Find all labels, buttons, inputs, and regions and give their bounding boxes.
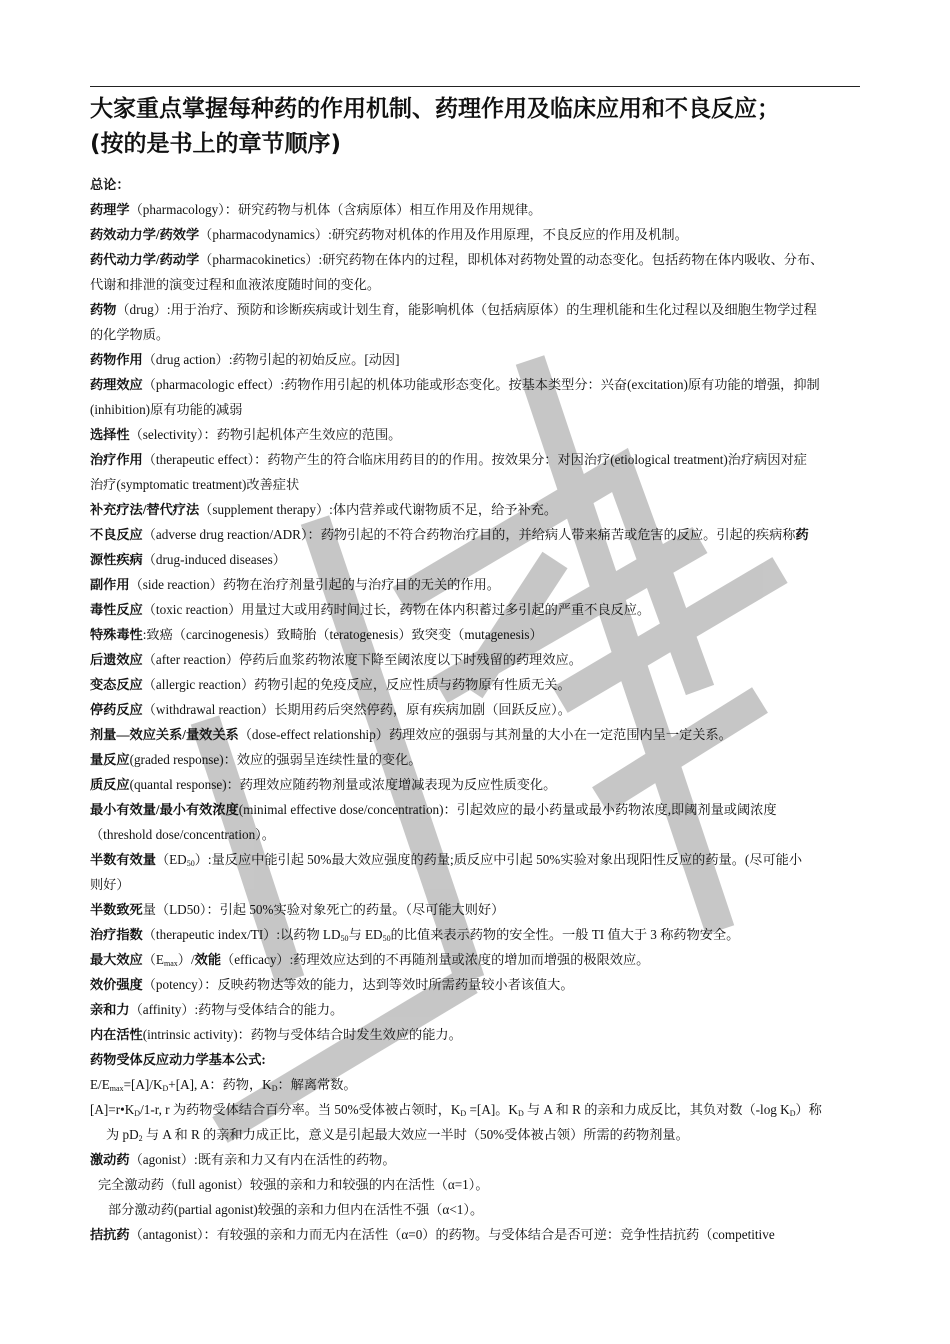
definition-text: （therapeutic index/TI）:以药物 LD: [142, 927, 341, 942]
definition-text: （adverse drug reaction/ADR）：药物引起的不符合药物治疗目的，并给病人带来痛苦或危害的反应。引起的疾病称: [142, 527, 796, 542]
definition-allergic-reaction: [90, 672, 860, 697]
formula-line-3: [90, 1122, 860, 1147]
definition-drug-action: [90, 347, 860, 372]
definition-text: 与 ED: [348, 927, 383, 942]
definition-text: (graded response)：效应的强弱呈连续性量的变化。: [129, 752, 422, 767]
definition-text: （drug action）:药物引起的初始反应。[动因]: [142, 352, 400, 367]
definition-text: (quantal response)：药理效应随药物剂量或浓度增减表现为反应性质变化。: [129, 777, 557, 792]
definition-potency: [90, 972, 860, 997]
term: 选择性: [90, 427, 130, 442]
definition-minimal-effective: [90, 797, 860, 822]
definition-continuation: [90, 547, 860, 572]
subscript: D: [789, 1109, 796, 1118]
formula-text: ：解离常数。: [277, 1077, 357, 1092]
definition-text: （antagonist）：有较强的亲和力而无内在活性（α=0）的药物。与受体结合是否可逆：竞争性拮抗药（competitive: [129, 1227, 775, 1242]
definition-pharmacodynamics: [90, 222, 860, 247]
title-line-2: (按的是书上的章节顺序): [90, 131, 342, 157]
definition-selectivity: [90, 422, 860, 447]
definition-intrinsic-activity: [90, 1022, 860, 1047]
formula-text: 与 A 和 R 的亲和力成正比，意义是引起最大效应一半时（50%受体被占领）所需的药物剂量。: [142, 1127, 689, 1142]
definition-withdrawal-reaction: [90, 697, 860, 722]
subscript: 2: [138, 1134, 143, 1143]
term: 药效动力学/药效学: [90, 227, 200, 242]
definition-ed50: [90, 847, 860, 872]
subscript: 50: [382, 934, 391, 943]
subscript: max: [164, 959, 178, 968]
definition-text: (intrinsic activity)：药物与受体结合时发生效应的能力。: [142, 1027, 462, 1042]
definition-text: （therapeutic effect）：药物产生的符合临床用药目的的作用。按效果分：对因治疗(etiological treatment)治疗病因对症: [142, 452, 807, 467]
term: 量反应: [90, 752, 130, 767]
definition-text: （potency）：反映药物达等效的能力，达到等效时所需药量较小者该值大。: [142, 977, 574, 992]
definition-text: （affinity）:药物与受体结合的能力。: [129, 1002, 344, 1017]
title-line-1: 大家重点掌握每种药的作用机制、药理作用及临床应用和不良反应；: [90, 96, 780, 122]
term: 停药反应: [90, 702, 143, 717]
term: 补充疗法/替代疗法: [90, 502, 200, 517]
term: 内在活性: [90, 1027, 143, 1042]
definition-graded-response: [90, 747, 860, 772]
formula-heading: 药物受体反应动力学基本公式:: [90, 1052, 266, 1067]
term: 源性疾病: [90, 552, 143, 567]
term: 药理学: [90, 202, 130, 217]
formula-text: 与 A 和 R 的亲和力成反比，其负对数（-log K: [523, 1102, 790, 1117]
term: 药: [795, 527, 809, 542]
definition-text: （allergic reaction）药物引起的免疫反应，反应性质与药物原有性质无关。: [142, 677, 571, 692]
partial-agonist-line: 部分激动药(partial agonist)较强的亲和力但内在活性不强（α<1）。: [108, 1202, 484, 1217]
formula-text: /1-r, r 为药物受体结合百分率。当 50%受体被占领时，K: [140, 1102, 461, 1117]
section-heading: 总论：: [90, 177, 130, 192]
definition-text: 量（LD50）：引起 50%实验对象死亡的药量。（尽可能大则好）: [142, 902, 505, 917]
term: 拮抗药: [90, 1227, 130, 1242]
formula-text: 为 pD: [106, 1127, 139, 1142]
definition-text: ）:量反应中能引起 50%最大效应强度的药量;质反应中引起 50%实验对象出现阳性反应的药量。(尽可能小: [194, 852, 803, 867]
definition-text: （drug）:用于治疗、预防和诊断疾病或计划生育，能影响机体（包括病原体）的生理机能和生化过程以及细胞生物学过程: [116, 302, 817, 317]
term: 后遗效应: [90, 652, 143, 667]
definition-text: （E: [142, 952, 164, 967]
subscript: D: [134, 1109, 141, 1118]
formula-line-2: [90, 1097, 860, 1122]
subscript: 50: [186, 859, 195, 868]
definition-supplement-therapy: [90, 497, 860, 522]
formula-text: =[A]。K: [466, 1102, 518, 1117]
definition-text: （pharmacologic effect）:药物作用引起的机体功能或形态变化。按基本类型分：兴奋(excitation)原有功能的增强，抑制: [142, 377, 820, 392]
definition-continuation: 则好）: [90, 877, 130, 892]
definition-text: （ED: [155, 852, 187, 867]
definition-text: （side reaction）药物在治疗剂量引起的与治疗目的无关的作用。: [129, 577, 500, 592]
formula-text: [A]=r•K: [90, 1102, 135, 1117]
formula-text: E/E: [90, 1077, 110, 1092]
term: 毒性反应: [90, 602, 143, 617]
definition-after-reaction: [90, 647, 860, 672]
definition-antagonist: [90, 1222, 860, 1247]
term: 治疗作用: [90, 452, 143, 467]
term: 最大效应: [90, 952, 143, 967]
term: 不良反应: [90, 527, 143, 542]
definition-continuation: (inhibition)原有功能的减弱: [90, 402, 243, 417]
term: 副作用: [90, 577, 130, 592]
subscript: D: [517, 1109, 524, 1118]
document-body: [90, 172, 860, 1247]
definition-therapeutic-index: [90, 922, 860, 947]
definition-pharmacokinetics: [90, 247, 860, 272]
subscript: D: [162, 1084, 169, 1093]
term: 药物: [90, 302, 117, 317]
term: 质反应: [90, 777, 130, 792]
definition-adr: [90, 522, 860, 547]
term: 激动药: [90, 1152, 130, 1167]
term: 特殊毒性: [90, 627, 143, 642]
definition-text: （pharmacology）：研究药物与机体（含病原体）相互作用及作用规律。: [129, 202, 542, 217]
definition-pharmacologic-effect: [90, 372, 860, 397]
definition-continuation: 的化学物质。: [90, 327, 170, 342]
definition-affinity: [90, 997, 860, 1022]
definition-text: (minimal effective dose/concentration)：引起效应的最小药量或最小药物浓度,即阈剂量或阈浓度: [238, 802, 777, 817]
definition-text: （pharmacokinetics）:研究药物在体内的过程，即机体对药物处置的动态变化。包括药物在体内吸收、分布、: [199, 252, 824, 267]
definition-side-reaction: [90, 572, 860, 597]
definition-dose-effect: [90, 722, 860, 747]
definition-agonist: [90, 1147, 860, 1172]
subscript: max: [109, 1084, 124, 1093]
definition-drug: [90, 297, 860, 322]
definition-continuation: （threshold dose/concentration）。: [90, 827, 275, 842]
term: 药代动力学/药动学: [90, 252, 200, 267]
term: 亲和力: [90, 1002, 130, 1017]
definition-text: （withdrawal reaction）长期用药后突然停药，原有疾病加剧（回跃反应）。: [142, 702, 571, 717]
definition-therapeutic-effect: [90, 447, 860, 472]
definition-text: （after reaction）停药后血浆药物浓度下降至阈浓度以下时残留的药理效应。: [142, 652, 582, 667]
definition-text: （toxic reaction）用量过大或用药时间过长，药物在体内积蓄过多引起的严重不良反应。: [142, 602, 651, 617]
definition-pharmacology: [90, 197, 860, 222]
term: 半数致死: [90, 902, 143, 917]
formula-text: +[A], A：药物，K: [168, 1077, 272, 1092]
definition-toxic-reaction: [90, 597, 860, 622]
definition-quantal-response: [90, 772, 860, 797]
page-title: [90, 92, 880, 162]
definition-text: （dose-effect relationship）药理效应的强弱与其剂量的大小在一定范围内呈一定关系。: [238, 727, 732, 742]
term: 变态反应: [90, 677, 143, 692]
definition-text: （efficacy）:药理效应达到的不再随剂量或浓度的增加而增强的极限效应。: [221, 952, 650, 967]
term: 剂量—效应关系/量效关系: [90, 727, 239, 742]
definition-text: 的比值来表示药物的安全性。一般 TI 值大于 3 称药物安全。: [390, 927, 740, 942]
formula-text: =[A]/K: [123, 1077, 163, 1092]
subscript: D: [460, 1109, 467, 1118]
definition-text: （selectivity）：药物引起机体产生效应的范围。: [129, 427, 402, 442]
definition-efficacy: [90, 947, 860, 972]
definition-special-toxicity: [90, 622, 860, 647]
subscript: D: [271, 1084, 278, 1093]
term: 药物作用: [90, 352, 143, 367]
definition-text: （drug-induced diseases）: [142, 552, 286, 567]
term: 效能: [194, 952, 222, 967]
definition-text: （agonist）:既有亲和力又有内在活性的药物。: [129, 1152, 396, 1167]
definition-text: （supplement therapy）:体内营养或代谢物质不足，给予补充。: [199, 502, 558, 517]
definition-text: ）/: [177, 952, 195, 967]
formula-line-1: [90, 1072, 860, 1097]
definition-continuation: 治疗(symptomatic treatment)改善症状: [90, 477, 300, 492]
subscript: 50: [340, 934, 349, 943]
definition-ld50: [90, 897, 860, 922]
term: 药理效应: [90, 377, 143, 392]
definition-text: :致癌（carcinogenesis）致畸胎（teratogenesis）致突变（mutagenesis）: [142, 627, 543, 642]
definition-text: （pharmacodynamics）:研究药物对机体的作用及作用原理，不良反应的作用及机制。: [199, 227, 688, 242]
term: 效价强度: [90, 977, 143, 992]
definition-continuation: 代谢和排泄的演变过程和血液浓度随时间的变化。: [90, 277, 381, 292]
term: 治疗指数: [90, 927, 143, 942]
full-agonist-line: 完全激动药（full agonist）较强的亲和力和较强的内在活性（α=1）。: [98, 1177, 489, 1192]
formula-text: ）称: [795, 1102, 822, 1117]
top-rule: [90, 86, 860, 87]
term: 半数有效量: [90, 852, 156, 867]
term: 最小有效量/最小有效浓度: [90, 802, 239, 817]
